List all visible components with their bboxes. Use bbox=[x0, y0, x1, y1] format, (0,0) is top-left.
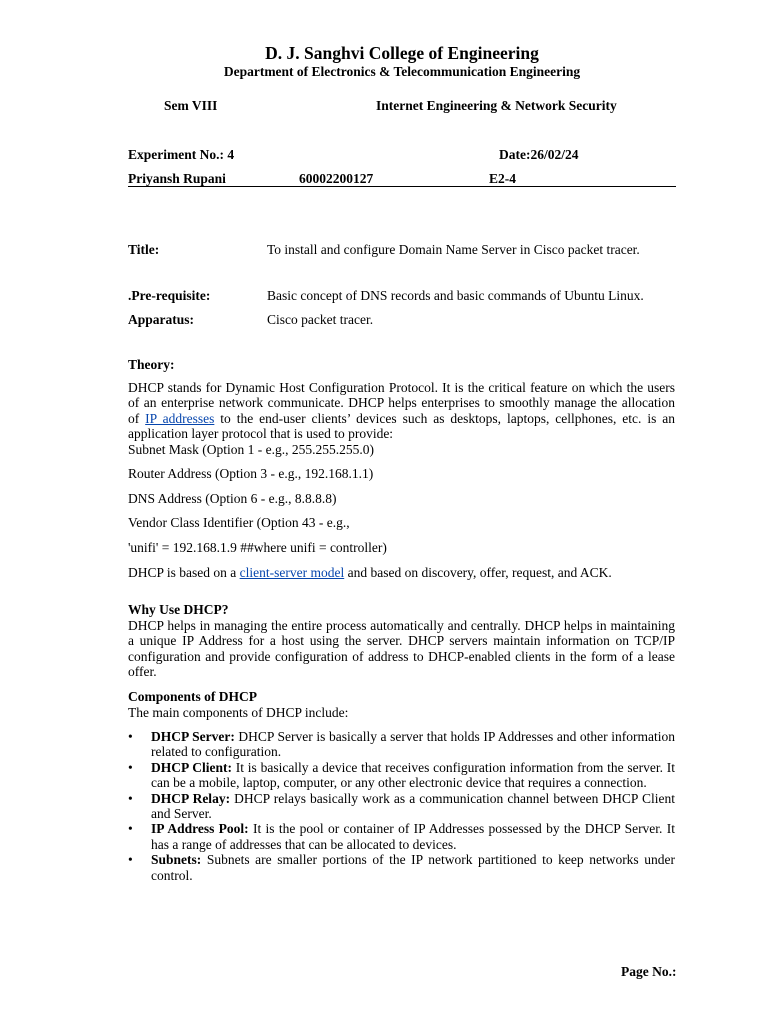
client-server-model-link[interactable]: client-server model bbox=[239, 565, 345, 580]
why-dhcp-text: DHCP helps in managing the entire process automatically and centrally. DHCP helps in maintaining a unique IP Address for a host using the server. DHCP servers maintain information on TCP/IP configuration and provide configuration of address to DHCP-enabled clients in the form of a lease offer. bbox=[128, 618, 675, 680]
vendor-class-line: Vendor Class Identifier (Option 43 - e.g., bbox=[128, 515, 350, 530]
batch-label: E2-4 bbox=[489, 171, 516, 186]
components-intro: The main components of DHCP include: bbox=[128, 705, 349, 720]
title-value: To install and configure Domain Name Server in Cisco packet tracer. bbox=[267, 242, 640, 257]
student-id: 60002200127 bbox=[299, 171, 374, 186]
page-number-label: Page No.: bbox=[621, 964, 677, 979]
theory-text-1: DHCP stands for Dynamic Host Configuration Protocol. It is the critical feature on which the users of an enterprise network communicate. DHCP helps enterprises to smoothly manage the allocation of bbox=[128, 380, 675, 426]
router-address-line: Router Address (Option 3 - e.g., 192.168.1.1) bbox=[128, 466, 374, 481]
theory-heading: Theory: bbox=[128, 357, 175, 372]
title-label: Title: bbox=[128, 242, 160, 257]
client-server-paragraph bbox=[128, 565, 612, 581]
client-server-text-1: DHCP is based on a bbox=[128, 565, 240, 580]
component-item-dhcp-server bbox=[128, 729, 675, 760]
component-description: DHCP Server is basically a server that holds IP Addresses and other information related to configuration. bbox=[151, 729, 675, 760]
experiment-number: Experiment No.: 4 bbox=[128, 147, 235, 162]
component-term: Subnets: bbox=[151, 852, 202, 868]
dns-address-line: DNS Address (Option 6 - e.g., 8.8.8.8) bbox=[128, 491, 337, 506]
components-list bbox=[128, 729, 675, 883]
components-heading: Components of DHCP bbox=[128, 689, 258, 704]
subnet-mask-line: Subnet Mask (Option 1 - e.g., 255.255.255.0) bbox=[128, 442, 374, 457]
component-description: It is basically a device that receives configuration information from the server. It can be a mobile, laptop, computer, or any other electronic device that requires a connection. bbox=[151, 759, 675, 791]
experiment-date: Date:26/02/24 bbox=[499, 147, 579, 162]
theory-paragraph bbox=[128, 380, 675, 442]
prerequisite-label: .Pre-requisite: bbox=[128, 288, 211, 303]
component-description: Subnets are smaller portions of the IP network partitioned to keep networks under control. bbox=[151, 852, 675, 883]
component-item-dhcp-relay bbox=[128, 791, 675, 822]
subject-name: Internet Engineering & Network Security bbox=[376, 98, 617, 113]
department-name: Department of Electronics & Telecommunication Engineering bbox=[223, 64, 581, 79]
prerequisite-value: Basic concept of DNS records and basic commands of Ubuntu Linux. bbox=[267, 288, 644, 303]
semester-label: Sem VIII bbox=[164, 98, 218, 113]
component-term: DHCP Client: bbox=[151, 759, 233, 775]
why-dhcp-heading: Why Use DHCP? bbox=[128, 602, 229, 617]
bullet-icon: • bbox=[128, 729, 133, 744]
component-item-dhcp-client bbox=[128, 760, 675, 791]
header-divider bbox=[128, 186, 676, 187]
component-description: It is the pool or container of IP Addresses possessed by the DHCP Server. It has a range of addresses that can be allocated to devices. bbox=[151, 821, 675, 852]
component-term: DHCP Relay: bbox=[151, 790, 231, 806]
student-name: Priyansh Rupani bbox=[128, 171, 226, 186]
bullet-icon: • bbox=[128, 852, 133, 868]
apparatus-value: Cisco packet tracer. bbox=[267, 312, 374, 327]
component-term: DHCP Server: bbox=[151, 729, 235, 744]
component-item-ip-address-pool bbox=[128, 821, 675, 852]
apparatus-label: Apparatus: bbox=[128, 312, 195, 327]
bullet-icon: • bbox=[128, 790, 133, 806]
bullet-icon: • bbox=[128, 759, 133, 775]
college-name: D. J. Sanghvi College of Engineering bbox=[265, 43, 539, 63]
component-description: DHCP relays basically work as a communication channel between DHCP Client and Server. bbox=[151, 790, 675, 822]
ip-addresses-link[interactable]: IP addresses bbox=[145, 410, 215, 426]
theory-text-2: to the end-user clients’ devices such as desktops, laptops, cellphones, etc. is an application layer protocol that is used to provide: bbox=[128, 410, 675, 442]
client-server-text-2: and based on discovery, offer, request, and ACK. bbox=[344, 565, 612, 580]
component-term: IP Address Pool: bbox=[151, 821, 249, 837]
unifi-line: 'unifi' = 192.168.1.9 ##where unifi = controller) bbox=[128, 540, 387, 555]
component-item-subnets bbox=[128, 852, 675, 883]
bullet-icon: • bbox=[128, 821, 133, 837]
